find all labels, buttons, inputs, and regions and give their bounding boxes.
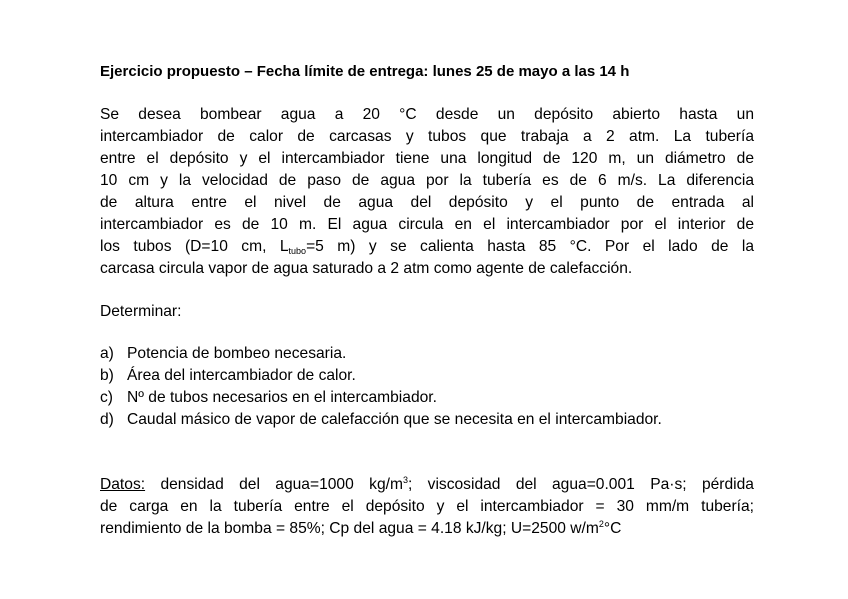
list-item bbox=[100, 409, 754, 431]
datos-line: de carga en la tubería entre el depósito y el intercambiador = 30 mm/m tubería; bbox=[100, 498, 754, 515]
item-label: d) bbox=[100, 411, 114, 428]
statement-line bbox=[100, 236, 754, 258]
datos-fragment: densidad del agua=1000 kg/m bbox=[145, 476, 403, 493]
datos-fragment: rendimiento de la bomba = 85%; Cp del agua = 4.18 kJ/kg; U=2500 w/m bbox=[100, 520, 599, 537]
superscript-2: 2 bbox=[598, 519, 604, 529]
statement-fragment: =5 m) y se calienta hasta 85 °C. Por el lado de la bbox=[306, 238, 755, 255]
item-text: Área del intercambiador de calor. bbox=[127, 367, 356, 384]
statement-line: Se desea bombear agua a 20 °C desde un depósito abierto hasta un bbox=[100, 106, 754, 123]
item-label: b) bbox=[100, 367, 114, 384]
determinar-heading: Determinar: bbox=[100, 303, 182, 320]
statement-line: intercambiador es de 10 m. El agua circula en el intercambiador por el interior de bbox=[100, 216, 754, 233]
problem-statement bbox=[100, 104, 754, 280]
datos-line bbox=[100, 474, 754, 496]
datos-section bbox=[100, 474, 754, 540]
statement-line: carcasa circula vapor de agua saturado a 2 atm como agente de calefacción. bbox=[100, 260, 633, 277]
exercise-title: Ejercicio propuesto – Fecha límite de entrega: lunes 25 de mayo a las 14 h bbox=[100, 63, 630, 80]
list-item bbox=[100, 365, 754, 387]
item-text: Nº de tubos necesarios en el intercambiador. bbox=[127, 389, 437, 406]
item-label: c) bbox=[100, 389, 113, 406]
questions-list bbox=[100, 343, 754, 431]
list-item bbox=[100, 343, 754, 365]
statement-line: entre el depósito y el intercambiador tiene una longitud de 120 m, un diámetro de bbox=[100, 150, 754, 167]
subscript-tubo: tubo bbox=[288, 246, 307, 256]
document-page bbox=[100, 62, 754, 540]
statement-line: de altura entre el nivel de agua del depósito y el punto de entrada al bbox=[100, 194, 754, 211]
item-label: a) bbox=[100, 345, 114, 362]
item-text: Potencia de bombeo necesaria. bbox=[127, 345, 347, 362]
statement-line: 10 cm y la velocidad de paso de agua por la tubería es de 6 m/s. La diferencia bbox=[100, 172, 754, 189]
datos-line bbox=[100, 518, 754, 540]
statement-fragment: los tubos (D=10 cm, L bbox=[100, 238, 289, 255]
datos-fragment: ; viscosidad del agua=0.001 Pa·s; pérdida bbox=[407, 476, 754, 493]
datos-heading: Datos: bbox=[100, 476, 146, 493]
item-text: Caudal másico de vapor de calefacción que se necesita en el intercambiador. bbox=[127, 411, 662, 428]
datos-fragment: °C bbox=[603, 520, 622, 537]
statement-line: intercambiador de calor de carcasas y tubos que trabaja a 2 atm. La tubería bbox=[100, 128, 754, 145]
superscript-3: 3 bbox=[402, 475, 408, 485]
list-item bbox=[100, 387, 754, 409]
